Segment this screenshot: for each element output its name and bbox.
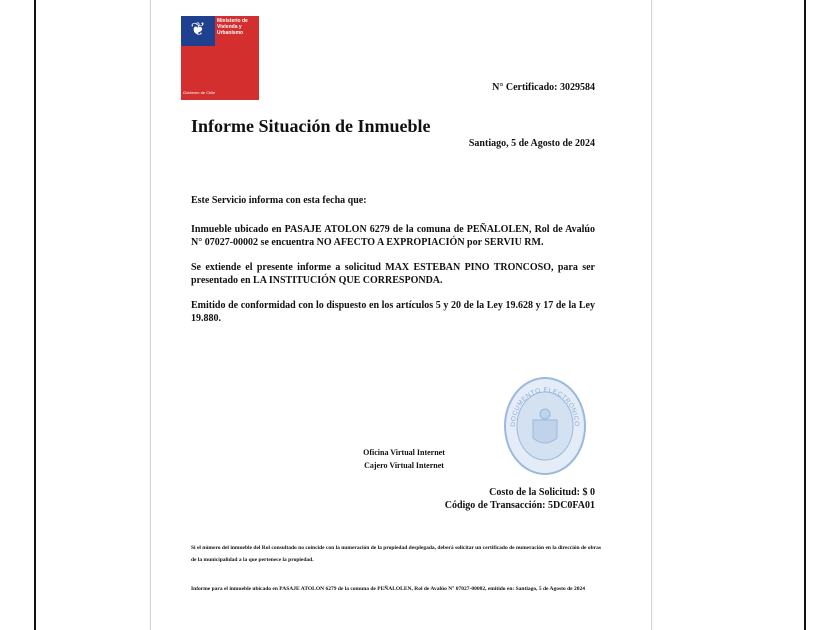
footnote-numbering: Si el número del inmueble del Rol consultado no coincide con la numeración de la propiedad desplegada, deberá solicitar un certificado de numeración en la dirección de obras de la municipalidad a la que pertenece la propiedad. bbox=[191, 545, 601, 563]
government-label: Gobierno de Chile bbox=[183, 90, 216, 95]
intro-text: Este Servicio informa con esta fecha que: bbox=[191, 195, 367, 206]
ministry-logo bbox=[181, 16, 259, 100]
left-border-line bbox=[34, 0, 36, 630]
right-border-line bbox=[804, 0, 806, 630]
document-page bbox=[150, 0, 652, 630]
seal-text: DOCUMENTO ELECTRÓNICO bbox=[509, 386, 581, 427]
certificate-number: N° Certificado: 3029584 bbox=[492, 82, 595, 93]
property-paragraph: Inmueble ubicado en PASAJE ATOLON 6279 de la comuna de PEÑALOLEN, Rol de Avalúo N° 07027-00002 se encuentra NO AFECTO A EXPROPIACIÓN por SERVIU RM. bbox=[191, 224, 595, 248]
document-body bbox=[191, 194, 595, 337]
document-title: Informe Situación de Inmueble bbox=[191, 116, 431, 136]
transaction-code: Código de Transacción: 5DC0FA01 bbox=[444, 500, 595, 511]
cost-block bbox=[445, 486, 595, 512]
ministry-name: Ministerio de Vivienda y Urbanismo bbox=[217, 18, 248, 36]
coat-of-arms-icon: ❦ bbox=[190, 19, 206, 40]
footnote-report: Informe para el inmueble ubicado en PASAJE ATOLON 6279 de la comuna de PEÑALOLEN, Rol de Avalúo N° 07027-00002, emitido en: Santiago, 5 de Agosto de 2024 bbox=[191, 586, 585, 592]
electronic-seal-stamp bbox=[503, 376, 587, 476]
legal-paragraph: Emitido de conformidad con lo dispuesto en los artículos 5 y 20 de la Ley 19.628 y 17 de la Ley 19.880. bbox=[191, 300, 595, 324]
office-channels bbox=[349, 446, 459, 472]
office-line-2: Cajero Virtual Internet bbox=[364, 461, 444, 470]
issue-date: Santiago, 5 de Agosto de 2024 bbox=[468, 138, 595, 149]
requester-paragraph: Se extiende el presente informe a solicitud MAX ESTEBAN PINO TRONCOSO, para ser presentado en LA INSTITUCIÓN QUE CORRESPONDA. bbox=[191, 262, 595, 286]
request-cost: Costo de la Solicitud: $ 0 bbox=[489, 487, 595, 498]
office-line-1: Oficina Virtual Internet bbox=[363, 448, 445, 457]
